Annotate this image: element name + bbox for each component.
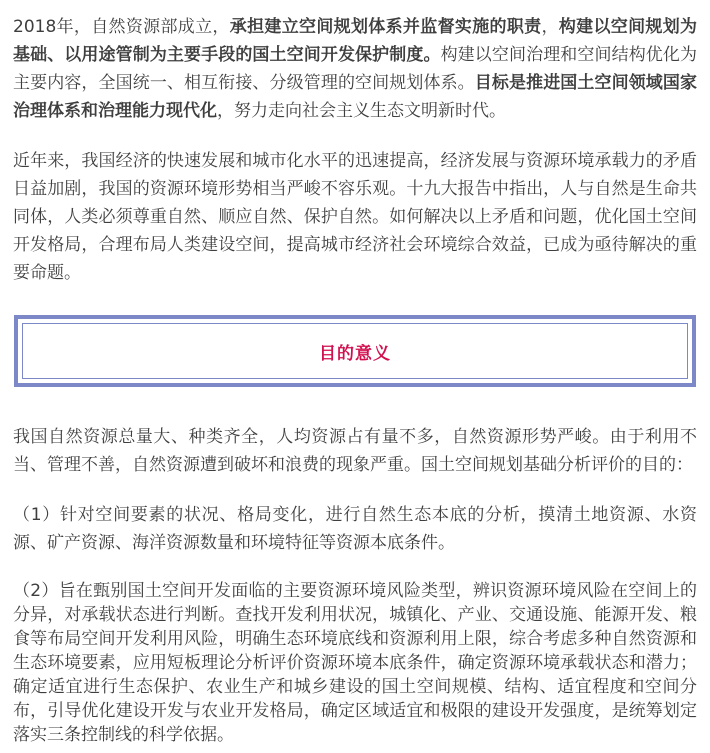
- paragraph-purpose-lead: 我国自然资源总量大、种类齐全，人均资源占有量不多，自然资源形势严峻。由于利用不当、管理不善，自然资源遭到破坏和浪费的现象严重。国土空间规划基础分析评价的目的：: [13, 427, 697, 475]
- paragraph-purpose-item-2: （2）旨在甄别国土空间开发面临的主要资源环境风险类型，辨识资源环境风险在空间上的分异，对承载状态进行判断。查找开发利用状况，城镇化、产业、交通设施、能源开发、粮食等布局空间开发利用风险，明确生态环境底线和资源利用上限，综合考虑多种自然资源和生态环境要素，应用短板理论分析评价资源环境本底条件，确定资源环境承载状态和潜力；确定适宜进行生态保护、农业生产和城乡建设的国土空间规模、结构、适宜程度和空间分布，引导优化建设开发与农业开发格局，确定区域适宜和极限的建设开发强度，是统筹划定落实三条控制线的科学依据。: [13, 581, 697, 745]
- paragraph-context: 近年来，我国经济的快速发展和城市化水平的迅速提高，经济发展与资源环境承载力的矛盾日益加剧，我国的资源环境形势相当严峻不容乐观。十九大报告中指出，人与自然是生命共同体，人类必须尊重自然、顺应自然、保护自然。如何解决以上矛盾和问题，优化国土空间开发格局，合理布局人类建设空间，提高城市经济社会环境综合效益，已成为亟待解决的重要命题。: [13, 151, 697, 283]
- paragraph-intro-2018: 2018年，自然资源部成立，承担建立空间规划体系并监督实施的职责，构建以空间规划为基础、以用途管制为主要手段的国土空间开发保护制度。构建以空间治理和空间结构优化为主要内容，全国统一、相互衔接、分级管理的空间规划体系。目标是推进国土空间领域国家治理体系和治理能力现代化，努力走向社会主义生态文明新时代。: [13, 17, 698, 121]
- section-title: 目的意义: [319, 343, 391, 364]
- section-heading-box: [14, 315, 696, 387]
- section-heading-inner-frame: [22, 323, 688, 379]
- paragraph-purpose-item-1: （1）针对空间要素的状况、格局变化，进行自然生态本底的分析，摸清土地资源、水资源、矿产资源、海洋资源数量和环境特征等资源本底条件。: [13, 505, 697, 553]
